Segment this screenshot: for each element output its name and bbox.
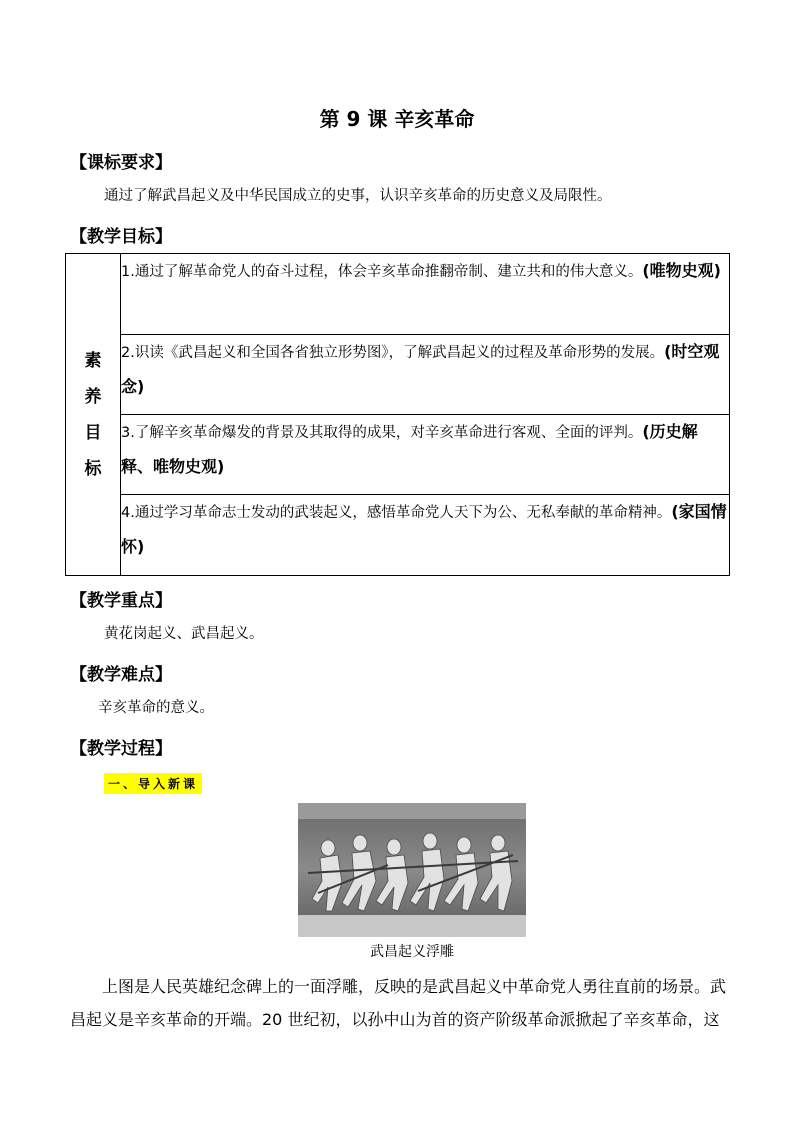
objective-tag: (唯物史观) bbox=[642, 261, 721, 280]
label-char: 素 bbox=[84, 350, 102, 371]
objectives-vertical-label bbox=[66, 343, 120, 487]
objective-item-4 bbox=[121, 495, 730, 576]
label-char: 养 bbox=[84, 386, 102, 407]
process-heading: 【教学过程】 bbox=[70, 739, 172, 759]
objective-text: 1.通过了解革命党人的奋斗过程，体会辛亥革命推翻帝制、建立共和的伟大意义。 bbox=[121, 264, 643, 280]
objective-text: 4.通过学习革命志士发动的武装起义，感悟革命党人天下为公、无私奉献的革命精神。 bbox=[121, 505, 672, 521]
objective-text: 3.了解辛亥革命爆发的背景及其取得的成果，对辛亥革命进行客观、全面的评判。 bbox=[121, 425, 643, 441]
lesson-title: 第 9 课 辛亥革命 bbox=[319, 107, 475, 131]
intro-subheading: 一、导入新课 bbox=[104, 773, 202, 794]
difficulties-heading: 【教学难点】 bbox=[70, 665, 172, 685]
objectives-heading: 【教学目标】 bbox=[70, 227, 172, 247]
objective-text: 2.识读《武昌起义和全国各省独立形势图》，了解武昌起义的过程及革命形势的发展。 bbox=[121, 345, 665, 361]
standard-text: 通过了解武昌起义及中华民国成立的史事，认识辛亥革命的历史意义及局限性。 bbox=[104, 188, 612, 204]
key-points-heading: 【教学重点】 bbox=[70, 591, 172, 611]
objective-tag: (历史解释、唯物史观) bbox=[121, 422, 698, 476]
key-points-text: 黄花岗起义、武昌起义。 bbox=[104, 626, 264, 642]
objective-item-2 bbox=[121, 335, 730, 415]
objective-tag: (时空观念) bbox=[121, 342, 720, 396]
difficulties-text: 辛亥革命的意义。 bbox=[98, 700, 214, 716]
objective-tag: (家国情怀) bbox=[121, 502, 727, 556]
wuchang-uprising-relief-image bbox=[298, 803, 526, 937]
label-char: 目 bbox=[84, 422, 102, 443]
objective-item-3 bbox=[121, 415, 730, 495]
objectives-label-cell bbox=[66, 254, 121, 576]
standard-heading: 【课标要求】 bbox=[70, 153, 172, 173]
objective-item-1 bbox=[121, 254, 730, 335]
intro-paragraph: 上图是人民英雄纪念碑上的一面浮雕，反映的是武昌起义中革命党人勇往直前的场景。武昌起义是辛亥革命的开端。20 世纪初，以孙中山为首的资产阶级革命派掀起了辛亥革命，这 bbox=[70, 977, 727, 1029]
objectives-table bbox=[65, 253, 730, 576]
image-caption: 武昌起义浮雕 bbox=[370, 943, 454, 959]
label-char: 标 bbox=[84, 458, 102, 479]
